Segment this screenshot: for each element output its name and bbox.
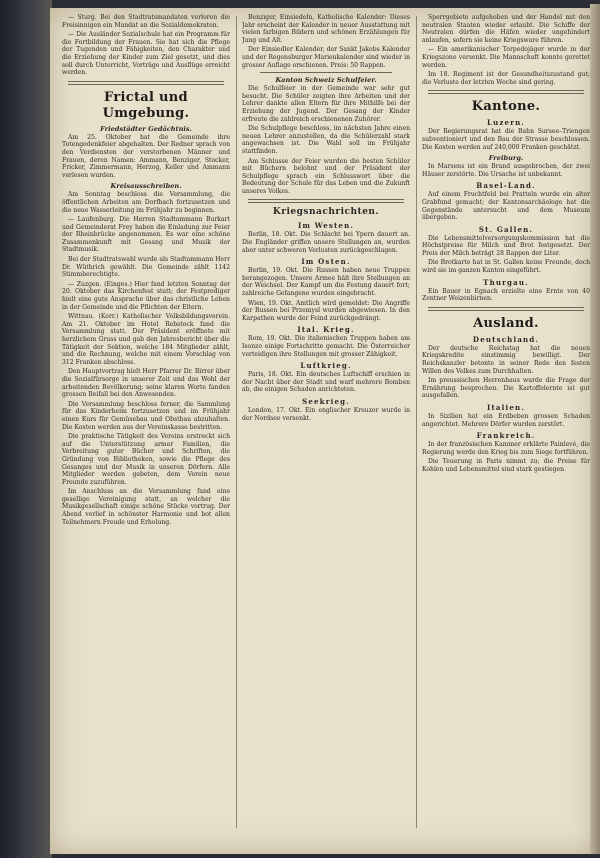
- subsection-heading: Basel-Land.: [476, 181, 536, 191]
- article-paragraph: Wittnau. (Korr.) Katholischer Volksbildungsverein. Am 21. Oktober im Hotel Rebstock fand die Versammlung statt. Der Präsident eröffnete mit herzlichem Gruss und gab den Jahresbericht über die Tätigkeit der Sektion, welche 184 Mitglieder zählt, und die Rechnung, welche mit einem Vorschlag von 312 Franken abschloss.: [62, 313, 230, 366]
- article-paragraph: Der Einsiedler Kalender, der Sankt Jakobs Kalender und der Regensburger Marienkalender sind wieder in grosser Auflage erschienen. Preis: 50 Rappen.: [242, 46, 410, 69]
- article-paragraph: Die Lebensmittelversorgungskommission hat die Höchstpreise für Milch und Brot festgesetzt. Der Preis der Milch beträgt 28 Rappen der Liter.: [422, 234, 590, 257]
- section-divider: [68, 81, 224, 85]
- article-paragraph: Die Schulpflege beschloss, im nächsten Jahre einen neuen Lehrer anzustellen, da die Schülerzahl stark angewachsen ist. Die Wahl soll im Frühjahr stattfinden.: [242, 125, 410, 155]
- article-paragraph: Im preussischen Herrenhaus wurde die Frage der Ernährung besprochen. Die Kartoffelernte ist gut ausgefallen.: [422, 377, 590, 400]
- column-rule: [236, 16, 237, 828]
- article-paragraph: Am Sonntag beschloss die Versammlung, die öffentlichen Arbeiten am Dorfbach fortzusetzen und die neue Wasserleitung im Frühjahr zu beginnen.: [62, 191, 230, 214]
- article-paragraph: Die Versammlung beschloss ferner, die Sammlung für das Kinderheim fortzusetzen und im Frühjahr einen Kurs für Gemüsebau und Obstbau abzuhalten. Die Kosten werden aus der Vereinskasse bestritten.: [62, 400, 230, 431]
- article-divider: [260, 72, 392, 73]
- article-paragraph: Ein Bauer in Egnach erzielte eine Ernte von 40 Zentner Weizenbirnen.: [422, 287, 590, 303]
- article-paragraph: Die Brotkarte hat in St. Gallen keine Freunde, doch wird sie im ganzen Kanton eingeführt.: [422, 259, 590, 275]
- section-heading: Kriegsnachrichten.: [272, 207, 380, 218]
- subsection-heading: Thurgau.: [483, 277, 529, 287]
- subsection-heading: Luftkrieg.: [300, 361, 352, 371]
- article-paragraph: Der Regierungsrat hat die Bahn Sursee–Triengen subventioniert und den Bau der Strasse beschlossen. Die Kosten werden auf 240,000 Franken geschätzt.: [422, 128, 590, 151]
- article-paragraph: Auf einem Fruchtfeld bei Pratteln wurde ein alter Grabfund gemacht; der Kantonsarchäologe hat die Gegenstände untersucht und dem Museum übergeben.: [422, 191, 590, 222]
- article-paragraph: — Sturg. Bei den Stadtratsmandaten verloren die Freisinnigen ein Mandat an die Sozialdemokraten.: [62, 14, 230, 29]
- subsection-heading: Im Westen.: [297, 221, 355, 231]
- article-paragraph: Im Anschluss an die Versammlung fand eine gesellige Vereinigung statt, an welcher die Musikgesellschaft einige schöne Stücke vortrug. Der Abend verlief in schönster Harmonie und bot allen Teilnehmern Freude und Erholung.: [62, 488, 230, 526]
- article-paragraph: London, 17. Okt. Ein englischer Kreuzer wurde in der Nordsee versenkt.: [242, 406, 410, 422]
- subsection-heading: Im Osten.: [301, 257, 351, 267]
- subsection-heading: Luzern.: [486, 118, 526, 128]
- section-heading: Ausland.: [473, 315, 539, 331]
- article-paragraph: Den Hauptvortrag hielt Herr Pfarrer Dr. Birrer über die Sozialfürsorge in unserer Zeit und das Wohl der arbeitenden Bevölkerung; seine klaren Worte fanden grossen Beifall bei den Anwesenden.: [62, 368, 230, 399]
- subsection-heading: Freiburg.: [488, 154, 524, 163]
- article-paragraph: Die Teuerung in Paris nimmt zu; die Preise für Kohlen und Lebensmittel sind stark gestiegen.: [422, 458, 590, 473]
- section-divider: [248, 199, 404, 203]
- article-paragraph: Wien, 19. Okt. Amtlich wird gemeldet: Die Angriffe der Russen bei Przemysl wurden abgewiesen. In den Karpathen wurde der Feind zurückgedrängt.: [242, 299, 410, 322]
- column-2: [242, 14, 410, 834]
- article-paragraph: Am Schlusse der Feier wurden die besten Schüler mit Büchern belohnt und der Präsident der Schulpflege sprach ein Schlusswort über die Bedeutung der Schule für das Leben und die Zukunft unseres Volkes.: [242, 157, 410, 195]
- article-paragraph: Berlin, 18. Okt. Die Schlacht bei Ypern dauert an. Die Engländer griffen unsere Stellungen an, wurden aber unter schweren Verlusten zurückgeschlagen.: [242, 231, 410, 254]
- article-paragraph: Die Schulfeier in der Gemeinde war sehr gut besucht. Die Schüler zeigten ihre Arbeiten und der Lehrer dankte allen Eltern für ihre Mithilfe bei der Erziehung der Jugend. Der Gesang der Kinder erfreute die zahlreich erschienenen Zuhörer.: [242, 85, 410, 123]
- article-paragraph: Rom, 19. Okt. Die italienischen Truppen haben am Isonzo einige Fortschritte gemacht. Die Österreicher verteidigen ihre Stellungen mit grosser Zähigkeit.: [242, 335, 410, 358]
- article-heading: Friedstädter Gedächtnis.: [100, 124, 192, 133]
- article-paragraph: In Marsens ist ein Brand ausgebrochen, der zwei Häuser zerstörte. Die Ursache ist unbekannt.: [422, 163, 590, 178]
- article-paragraph: — Laufenburg. Die Herren Stadtammann Burkart und Gemeinderat Frey haben die Einladung zur Feier der Rheinbrücke angenommen. Es war eine schöne Zusammenkunft mit Gesang und Musik der Stadtmusik.: [62, 216, 230, 254]
- article-paragraph: Sperrgebiete aufgehoben und der Handel mit den neutralen Staaten wieder erlaubt. Die Schiffe der Neutralen dürfen die Häfen wieder ungehindert anlaufen, sofern sie keine Kriegsware führen.: [422, 14, 590, 44]
- subsection-heading: Seekrieg.: [302, 396, 350, 406]
- article-paragraph: — Zuzgen. (Einges.) Hier fand letzten Sonntag der 20. Oktober das Kirchenfest statt; der Festprediger hielt eine gute Ansprache über das christliche Leben in der Gemeinde und die Pflichten der Eltern.: [62, 280, 230, 311]
- article-paragraph: Berlin, 19. Okt. Die Russen haben neue Truppen herangezogen. Unsere Armee hält ihre Stellungen an der Weichsel. Der Kampf um die Festung dauert fort; zahlreiche Gefangene wurden eingebracht.: [242, 267, 410, 298]
- article-paragraph: — Ein amerikanischer Torpedojäger wurde in der Kriegszone versenkt. Die Mannschaft konnte gerettet werden.: [422, 46, 590, 69]
- article-paragraph: Im 18. Regiment ist der Gesundheitszustand gut; die Verluste der letzten Woche sind gering.: [422, 71, 590, 86]
- subsection-heading: Frankreich.: [476, 431, 536, 441]
- book-binding: [0, 0, 52, 858]
- article-heading: Kreisausschreiben.: [110, 182, 182, 191]
- section-heading: Kantone.: [471, 99, 541, 115]
- subsection-heading: Deutschland.: [472, 334, 540, 344]
- section-heading: Frictal und Umgebung.: [102, 89, 190, 121]
- article-paragraph: — Die Ausländer Sozialschule hat ein Programm für die Fortbildung der Frauen. Sie hat sich die Pflege der Tugenden und Fähigkeiten, den Charakter und die Erziehung der Kinder zum Ziel gesetzt, und dies soll durch Unterricht, Vorträge und Ausflüge erreicht werden.: [62, 31, 230, 77]
- subsection-heading: Ital. Krieg.: [297, 325, 355, 335]
- column-1: [62, 14, 230, 834]
- column-3: [422, 14, 590, 834]
- section-divider: [428, 90, 584, 94]
- section-divider: [428, 307, 584, 311]
- article-paragraph: Der deutsche Reichstag hat die neuen Kriegskredite einstimmig bewilligt. Der Reichskanzler betonte in seiner Rede den festen Willen des Volkes zum Durchhalten.: [422, 344, 590, 375]
- article-heading: Kanton Schweiz Schulfeier.: [275, 76, 377, 85]
- article-paragraph: Bei der Stadtratswahl wurde als Stadtammann Herr Dr. Wüthrich gewählt. Die Gemeinde zählt 1142 Stimmberechtigte.: [62, 256, 230, 279]
- article-paragraph: Paris, 18. Okt. Ein deutsches Luftschiff erschien in der Nacht über der Stadt und warf mehrere Bomben ab, die einigen Schaden anrichteten.: [242, 371, 410, 394]
- article-paragraph: In der französischen Kammer erklärte Painlevé, die Regierung werde den Krieg bis zum Siege fortführen.: [422, 441, 590, 456]
- subsection-heading: St. Gallen.: [478, 224, 534, 234]
- article-paragraph: Die praktische Tätigkeit des Vereins erstreckt sich auf die Unterstützung armer Familien, die Verbreitung guter Bücher und Schriften, die Gründung von Bibliotheken, sowie die Pflege des Gesanges und der Musik in unseren Dörfern. Alle Mitglieder werden gebeten, dem Verein neue Freunde zuzuführen.: [62, 433, 230, 486]
- page-edge: [590, 4, 600, 854]
- column-rule: [416, 16, 417, 828]
- subsection-heading: Italien.: [487, 403, 525, 412]
- article-paragraph: In Sizilien hat ein Erdbeben grossen Schaden angerichtet. Mehrere Dörfer wurden zerstört.: [422, 413, 590, 428]
- article-paragraph: Am 25. Oktober hat die Gemeinde ihre Totengedenkfeier abgehalten. Der Redner sprach von den Verdiensten der verstorbenen Männer und Frauen, deren Namen: Ammann, Benziger, Stocker, Fricker, Zimmermann, Herzog, Keller und Ammann verlesen wurden.: [62, 133, 230, 179]
- article-paragraph: Benziger, Einsiedeln, Katholische Kalender: Dieses Jahr erscheint der Kalender in neuer Ausstattung mit vielen farbigen Bildern und schönen Erzählungen für Jung und Alt.: [242, 14, 410, 44]
